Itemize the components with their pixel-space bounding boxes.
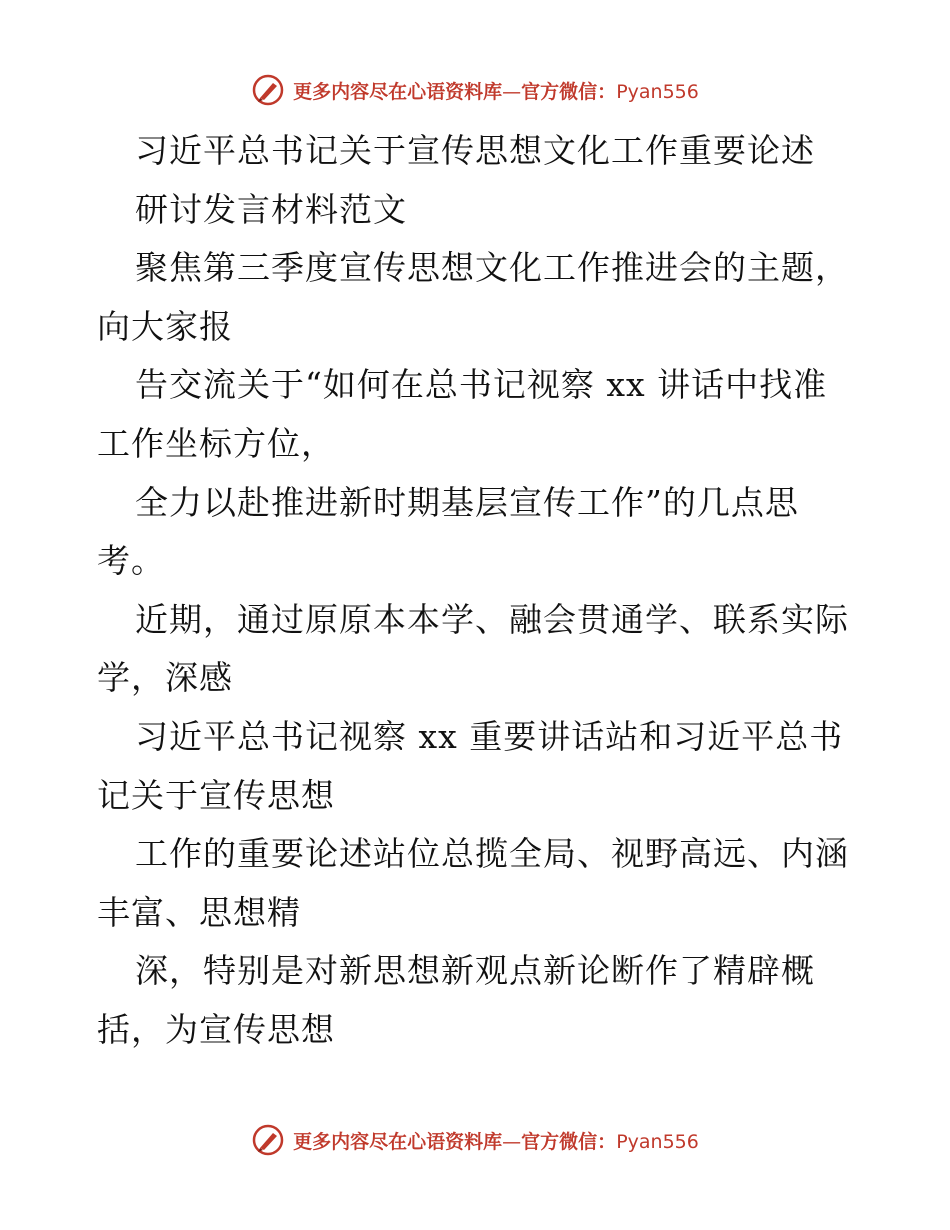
banner-brand: 更多内容尽在心语资料库 [293, 80, 503, 103]
doc-line: 工作坐标方位， [97, 423, 335, 463]
doc-line: 近期，通过原原本本学、融会贯通学、联系实际 [135, 599, 849, 639]
banner-wechat-handle: Pyan556 [616, 80, 699, 103]
doc-line: 记关于宣传思想 [97, 775, 335, 815]
banner-separator: — [502, 1130, 522, 1153]
banner-text [293, 77, 699, 104]
doc-line: 向大家报 [97, 306, 233, 346]
banner-brand: 更多内容尽在心语资料库 [293, 1130, 503, 1153]
doc-line: 括，为宣传思想 [97, 1009, 335, 1049]
footer-watermark-banner [0, 1120, 950, 1160]
banner-text [293, 1127, 699, 1154]
document-body [97, 122, 857, 1060]
doc-line: 研讨发言材料范文 [135, 189, 407, 229]
doc-line: 全力以赴推进新时期基层宣传工作”的几点思 [135, 482, 799, 522]
doc-line: 工作的重要论述站位总揽全局、视野高远、内涵 [135, 834, 849, 874]
pen-logo-icon [251, 1123, 285, 1157]
banner-separator: — [502, 80, 522, 103]
banner-wechat-handle: Pyan556 [616, 1130, 699, 1153]
doc-line: 告交流关于“如何在总书记视察 xx 讲话中找准 [135, 365, 828, 405]
doc-line: 考。 [97, 541, 165, 581]
doc-line: 学，深感 [97, 658, 233, 698]
banner-wechat-label: 官方微信： [521, 1130, 617, 1153]
doc-line: 习近平总书记关于宣传思想文化工作重要论述 [135, 131, 815, 170]
doc-line: 丰富、思想精 [97, 892, 301, 932]
doc-line: 聚焦第三季度宣传思想文化工作推进会的主题， [135, 248, 849, 288]
pen-logo-icon [251, 73, 285, 107]
doc-line: 习近平总书记视察 xx 重要讲话站和习近平总书 [135, 716, 844, 756]
doc-line: 深，特别是对新思想新观点新论断作了精辟概 [135, 951, 815, 991]
header-watermark-banner [0, 70, 950, 110]
banner-wechat-label: 官方微信： [521, 80, 617, 103]
